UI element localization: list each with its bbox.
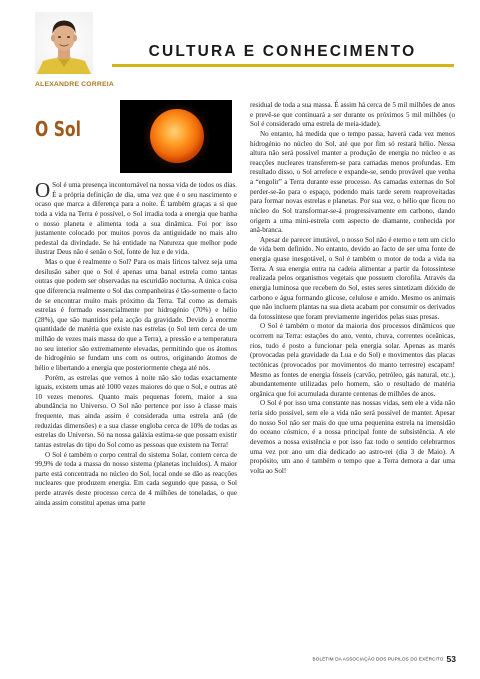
paragraph: O Sol é também o motor da maioria dos processos dinâmicos que ocorrem na Terra: estações do ano, vento, chuva, correntes oceânicas, rios, tudo é posto a funcionar pela energia solar. Apenas as marés (provocadas pela gravidade da Lua e do Sol) e movimentos das placas tectónicas (provocados por movimentos do manto terrestre) escapam! Mesmo as fontes de energia fósseis (carvão, petróleo, gás natural, etc.), abundantemente utilizadas pelo homem, são o resultado de matéria orgânica que foi acumulada durante centenas de milhões de anos. — [250, 322, 455, 398]
paragraph: Apesar de parecer imutável, o nosso Sol não é eterno e tem um ciclo de vida bem definido. No entanto, devido ao facto de ser uma fonte de energia quase inesgotável, o Sol é também o motor de toda a vida na Terra. A sua energia entra na cadeia alimentar a partir da fotossíntese realizada pelos organismos vegetais que possuem clorofila. Através da energia luminosa que recebem do Sol, estes seres sintetizam dióxido de carbono e água formando glicose, celulose e amido. Mesmo os animais que não incluem plantas na sua dieta acabam por consumir os derivados da fotossíntese que foram previamente ingeridos pelas suas presas. — [250, 235, 455, 321]
page-number: 53 — [446, 653, 456, 664]
paragraph: O Sol é também o corpo central do sistema Solar, contem cerca de 99,9% de toda a massa do nosso sistema (planetas incluídos). A maior parte está concentrada no núcleo do Sol, local onde se dão as reacções nucleares que produzem energia. Em cada segundo que passa, o Sol perde através deste processo cerca de 4 milhões de toneladas, o que ainda assim constitui apenas uma parte — [35, 450, 237, 507]
paragraph: Mas o que é realmente o Sol? Para os mais líricos talvez seja uma desilusão saber que o Sol é apenas uma banal estrela como tantas outras que podem ser observadas na escuridão nocturna. A única coisa que diferencia realmente o Sol das companheiras é tão-somente o facto de se encontrar muito mais próximo da Terra. Tal como as demais estrelas é formado essencialmente por hidrogénio (70%) e hélio (28%), que são mantidos pela acção da gravidade. Devido à enorme quantidade de matéria que existe nas estrelas (o Sol tem cerca de um milhão de vezes mais massa do que a Terra), a pressão e a temperatura no seu interior são extremamente elevadas, permitindo que os átomos de hidrogénio se fundam uns com os outros, originando átomos de hélio e libertando a energia que posteriormente chega até nós. — [35, 258, 237, 372]
drop-cap: O — [35, 178, 51, 202]
paragraph: O Sol é por isso uma constante nas nossas vidas, sem ele a vida não teria sido possível, sem ele a vida não será possível de manter. Apesar do nosso Sol não ser mais do que uma pequenina estrela na imensidão do oceano cósmico, é a nossa principal fonte de subsistência. A ele devemos a nossa existência e por isso faz todo o sentido celebrarmos uma vez por ano um dia dedicado ao astro-rei (dia 3 de Maio). A propósito, um ano é também o tempo que a Terra demora a dar uma volta ao Sol! — [250, 399, 455, 475]
page-footer — [300, 650, 456, 668]
header-rule — [112, 64, 454, 67]
right-text-column — [250, 101, 455, 476]
paragraph: Porém, as estrelas que vemos à noite não são todas exactamente iguais, existem umas até 1000 vezes maiores do que o Sol, e outras até 10 vezes menores. Quanto mais pequenas forem, maior a sua abundância no Universo. O Sol não pertence por isso à classe mais frequente, mas ainda assim é considerada uma estrela anã (de reduzidas dimensões) e a sua classe engloba cerca de 10% de todas as estrelas do Universo. Só na nossa galáxia estima-se que possam existir tantas estrelas do tipo do Sol como as pessoas que existem na Terra! — [35, 373, 237, 449]
paragraph — [35, 178, 237, 258]
left-text-column — [35, 178, 237, 508]
author-photo — [35, 12, 93, 74]
paragraph: No entanto, há medida que o tempo passa, haverá cada vez menos hidrogénio no núcleo do Sol, até que por fim só restará hélio. Nessa altura não será possível manter a produção de energia no núcleo e as reacções nucleares transferem-se para camadas menos profundas. Em resultado disso, o Sol arrefece e expande-se, sendo provável que venha a “engolir” a Terra durante esse processo. As camadas externas do Sol perder-se-ão para o espaço, podendo mais tarde serem reaproveitadas para formar novas estrelas e planetas. Por sua vez, o hélio que ficou no núcleo do Sol transformar-se-á progressivamente em carbono, dando origem a uma mini-estrela com aspecto de diamante, conhecida por anã-branca. — [250, 129, 455, 235]
publication-name: BOLETIM DA ASSOCIAÇÃO DOS PUPILOS DO EXÉRCITO — [312, 656, 444, 662]
article-title: O Sol — [35, 117, 81, 141]
author-name: ALEXANDRE CORREIA — [35, 81, 114, 88]
sun-image — [120, 100, 232, 173]
section-title: CULTURA E CONHECIMENTO — [148, 43, 417, 60]
paragraph-text: Sol é uma presença incontornável na nossa vida de todos os dias. É a própria definição de dia, uma vez que é o seu nascimento e ocaso que marca a diferença para a noite. É também graças a si que toda a vida na Terra é possível, o Sol irradia toda a energia que banha o nosso planeta e alimenta toda a sua dinâmica. Foi por isso justamente colocado por muitos povos da antiguidade no mais alto pedestal da divindade. Se há entidade na Natureza que melhor pode ilustrar Deus não é senão o Sol, fonte de luz e de vida. — [35, 181, 237, 257]
paragraph: residual de toda a sua massa. É assim há cerca de 5 mil milhões de anos e prevê-se que continuará a ser durante os próximos 5 mil milhões (o Sol é considerado uma estrela de meia-idade). — [250, 101, 455, 129]
